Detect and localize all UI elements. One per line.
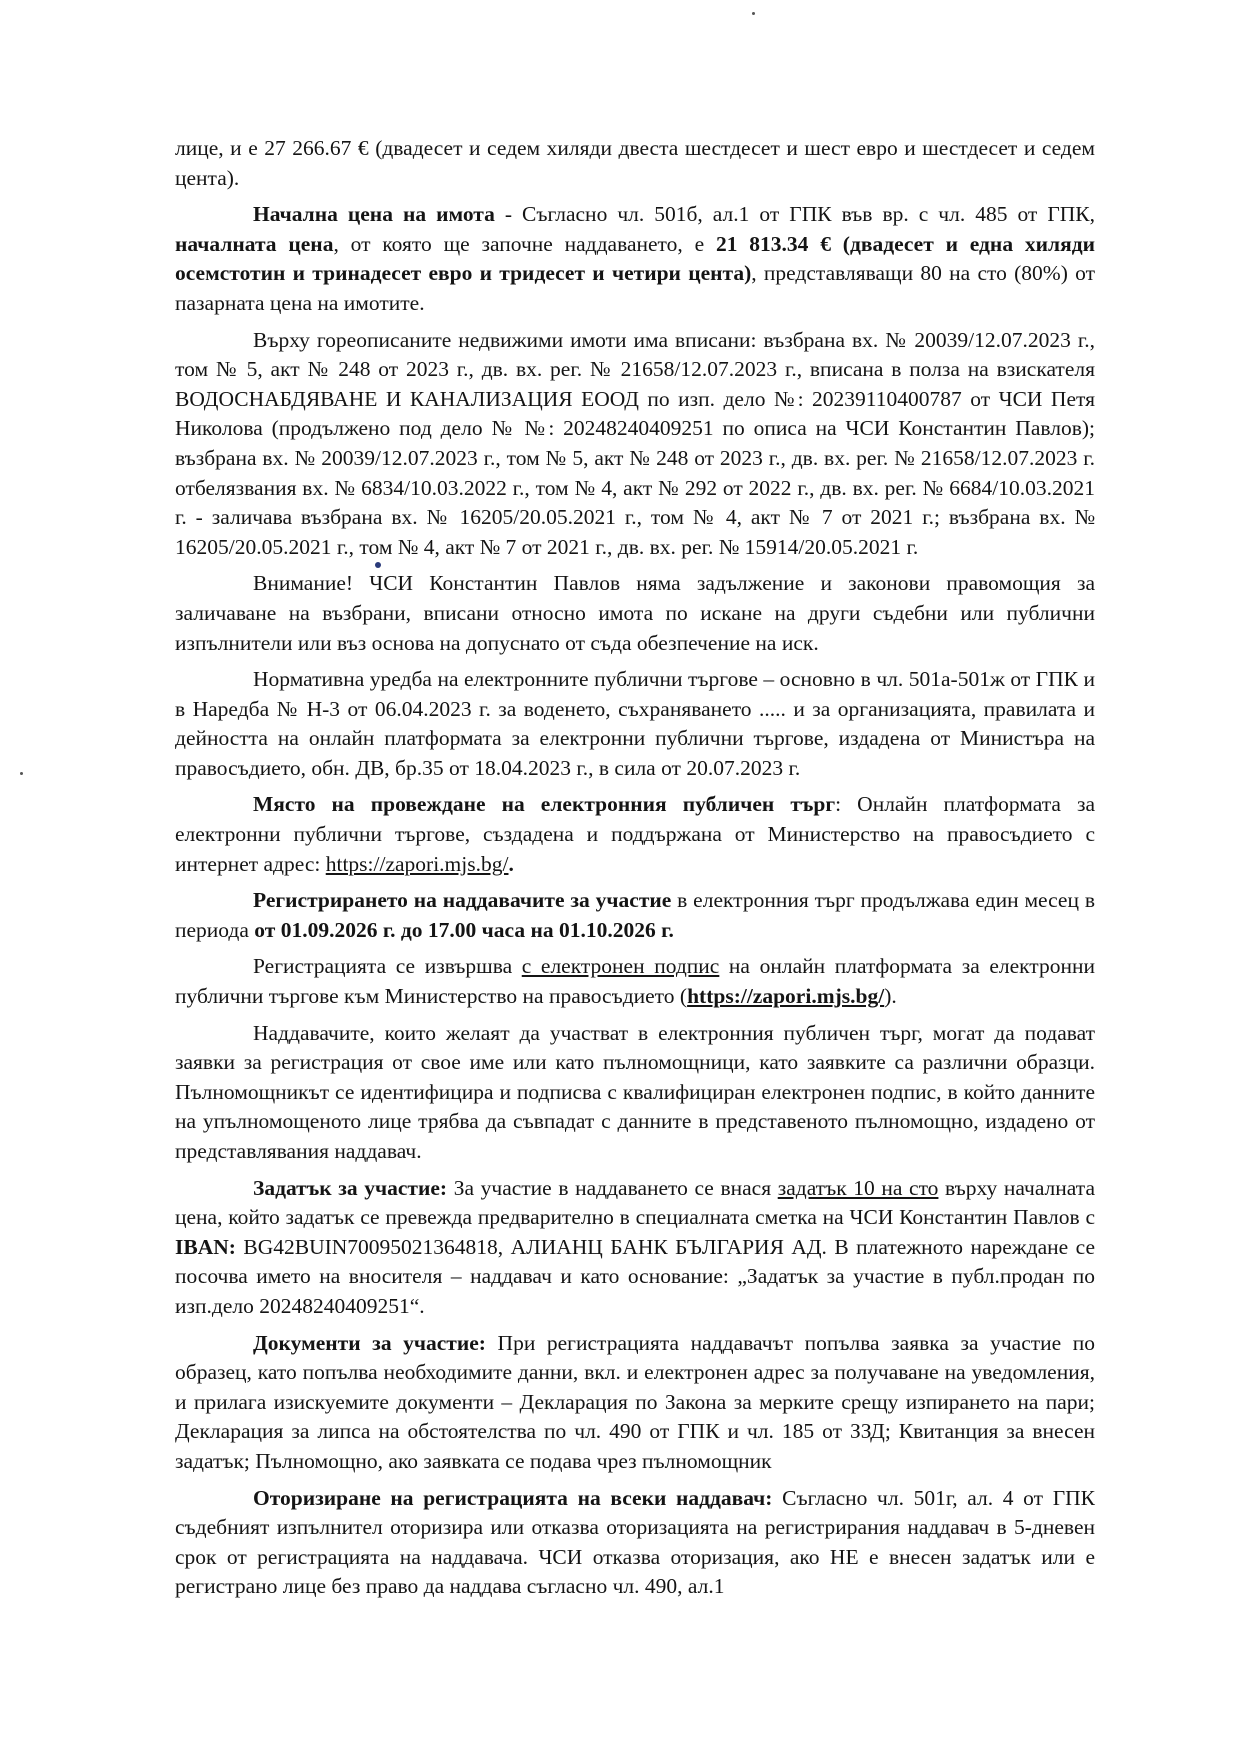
bold-text: от 01.09.2026 г. до 17.00 часа на 01.10.2026 г. (254, 917, 674, 942)
bold-text: Регистрирането на наддавачите за участие (253, 888, 672, 913)
paragraph (175, 1174, 1095, 1322)
text-run: Наддавачите, които желаят да участват в електронния публичен търг, могат да подават заявки за регистрация от свое име или като пълномощници, като заявките са различни образци. Пълномощникът се идентифицира и подписва с квалифициран електронен подпис, в който данните на упълномощеното лице трябва да съвпадат с данните в представеното пълномощно, издадено от представлявания наддавач. (175, 1020, 1095, 1163)
text-run: ). (884, 984, 897, 1009)
paragraph (175, 200, 1095, 318)
bold-text: 21 813.34 € (двадесет и една хиляди осемстотин и тринадесет евро и тридесет и четири цента) (175, 231, 1095, 286)
bold-text: IBAN: (175, 1234, 236, 1259)
paragraph (175, 886, 1095, 945)
bold-link (687, 984, 884, 1008)
text-run: Регистрацията се извършва (253, 954, 522, 979)
paragraph (175, 952, 1095, 1011)
text-run: на онлайн платформата за електронни публични търгове към Министерство на правосъдието ( (175, 954, 1095, 1009)
scan-speck (752, 12, 755, 15)
bold-text: началната цена (175, 231, 334, 256)
text-run: върху началната цена, който задатък се превежда предварително в специалната сметка на ЧСИ Константин Павлов с (175, 1175, 1095, 1230)
text-run: Нормативна уредба на електронните публични търгове – основно в чл. 501а-501ж от ГПК и в Наредба № Н-3 от 06.04.2023 г. за воденето, съхраняването ..... и за организацията, правилата и дейността на онлайн платформата за електронни публични търгове, издадена от Министъра на правосъдието, обн. ДВ, бр.35 от 18.04.2023 г., в сила от 20.07.2023 г. (175, 667, 1095, 780)
text-run: в електронния търг продължава един месец в периода (175, 888, 1095, 942)
bold-text: Място на провеждане на електронния публичен търг (253, 792, 836, 817)
paragraph (175, 569, 1095, 658)
text-run: За участие в наддаването се внася (447, 1175, 778, 1200)
underlined-text: задатък 10 на сто (777, 1175, 939, 1200)
text-run: , от която ще започне наддаването, е (333, 231, 716, 256)
paragraph (175, 1329, 1095, 1477)
scan-speck (20, 772, 23, 775)
bold-text: Оторизиране на регистрацията на всеки наддавач: (253, 1485, 773, 1510)
bold-text: Документи за участие: (253, 1330, 486, 1355)
link-text[interactable]: https://zapori.mjs.bg/ (687, 984, 885, 1009)
text-run: BG42BUIN70095021364818, АЛИАНЦ БАНК БЪЛГАРИЯ АД. В платежното нареждане се посочва името на вносителя – наддавач и като основание: „Задатък за участие в публ.продан по изп.дело 20248240409251“. (175, 1234, 1095, 1318)
paragraph (175, 134, 1095, 193)
text-run: Върху гореописаните недвижими имоти има вписани: възбрана вх. № 20039/12.07.2023 г., том № 5, акт № 248 от 2023 г., дв. вх. рег. № 21658/12.07.2023 г., вписана в полза на взискателя ВОДОСНАБДЯВАНЕ И КАНАЛИЗАЦИЯ ЕООД по изп. дело №: 20239110400787 от ЧСИ Петя Николова (продължено под дело № №: 20248240409251 по описа на ЧСИ Константин Павлов); възбрана вх. № 20039/12.07.2023 г., том № 5, акт № 248 от 2023 г., дв. вх. рег. № 21658/12.07.2023 г. отбелязвания вх. № 6834/10.03.2022 г., том № 4, акт № 292 от 2022 г., дв. вх. рег. № 6684/10.03.2021 г. - заличава възбрана вх. № 16205/20.05.2021 г., том № 4, акт № 7 от 2021 г.; възбрана вх. № 16205/20.05.2021 г., том № 4, акт № 7 от 2021 г., дв. вх. рег. № 15914/20.05.2021 г. (175, 327, 1095, 559)
text-run: Внимание! ЧСИ Константин Павлов няма задължение и законови правомощия за заличаване на възбрани, вписани относно имота по искане на други съдебни или публични изпълнители или въз основа на допуснато от съда обезпечение на иск. (175, 571, 1095, 655)
bold-text: Задатък за участие: (253, 1175, 448, 1200)
bold-text: . (508, 851, 514, 876)
paragraph (175, 665, 1095, 783)
text-run: : Онлайн платформата за електронни публични търгове, създадена и поддържана от Министерство на правосъдието с интернет адрес: (175, 792, 1095, 876)
link-text[interactable]: https://zapori.mjs.bg/ (325, 851, 509, 876)
scan-speck (375, 562, 381, 568)
bold-text: Начална цена на имота (253, 202, 495, 227)
text-run: Съгласно чл. 501г, ал. 4 от ГПК съдебният изпълнител оторизира или отказва оторизацията на регистрирания наддавач в 5-дневен срок от регистрацията на наддавача. ЧСИ отказва оторизация, ако НЕ е внесен задатък или е регистрано лице без право да наддава съгласно чл. 490, ал.1 (175, 1485, 1095, 1599)
paragraph (175, 326, 1095, 563)
text-run: лице, и е 27 266.67 € (двадесет и седем хиляди двеста шестдесет и шест евро и шестдесет и седем цента). (175, 136, 1095, 190)
text-run: - Съгласно чл. 501б, ал.1 от ГПК във вр. с чл. 485 от ГПК, (494, 202, 1096, 227)
document-body (175, 134, 1095, 1609)
text-run: , представляващи 80 на сто (80%) от пазарната цена на имотите. (175, 261, 1095, 315)
text-run: При регистрацията наддавачът попълва заявка за участие по образец, като попълва необходимите данни, вкл. и електронен адрес за получаване на уведомления, и прилага изискуемите документи – Декларация по Закона за мерките срещу изпирането на пари; Декларация за липса на обстоятелства по чл. 490 от ГПК и чл. 185 от ЗЗД; Квитанция за внесен задатък; Пълномощно, ако заявката се подава чрез пълномощник (175, 1330, 1096, 1473)
paragraph (175, 1019, 1095, 1167)
underlined-text: с електронен подпис (521, 954, 720, 979)
paragraph (175, 790, 1095, 879)
paragraph (175, 1484, 1095, 1602)
